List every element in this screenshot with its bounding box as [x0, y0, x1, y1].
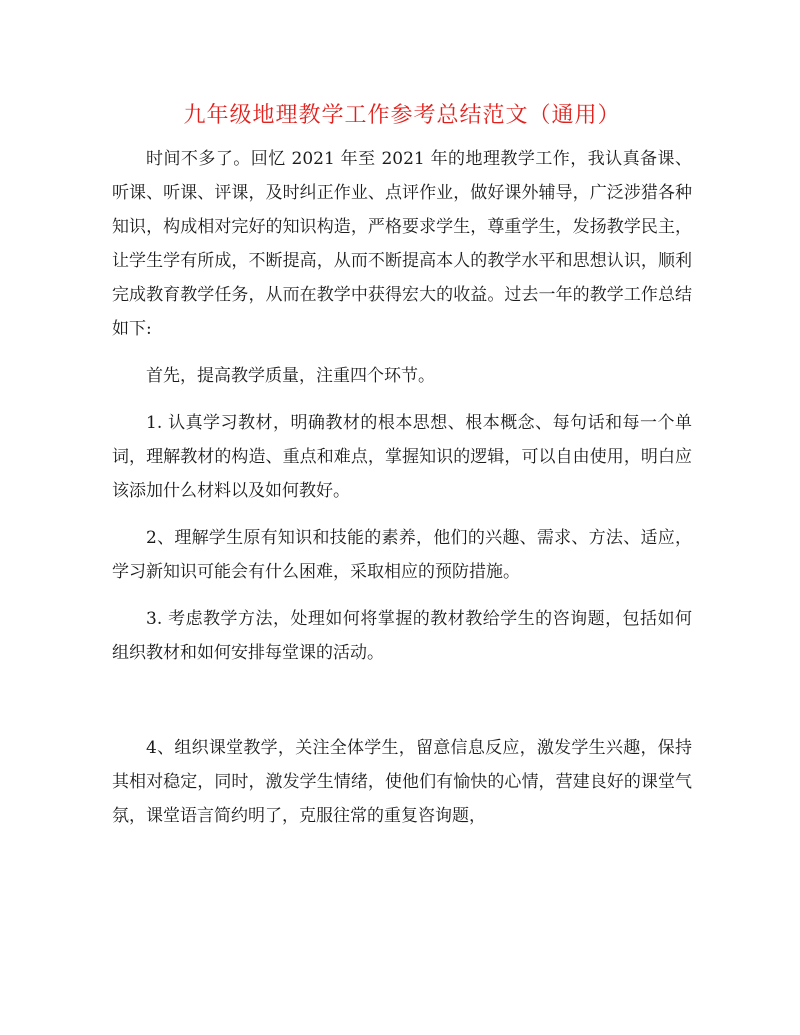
paragraph-item-1: 1. 认真学习教材，明确教材的根本思想、根本概念、每句话和每一个单词，理解教材的构造、重点和难点，掌握知识的逻辑，可以自由使用，明白应该添加什么材料以及如何教好。 — [112, 413, 692, 501]
paragraph-item-2: 2、理解学生原有知识和技能的素养，他们的兴趣、需求、方法、适应，学习新知识可能会有什么困难，采取相应的预防措施。 — [112, 528, 692, 582]
document-title: 九年级地理教学工作参考总结范文（通用） — [183, 103, 621, 128]
blank-gap — [112, 683, 692, 731]
paragraph-item-4: 4、组织课堂教学，关注全体学生，留意信息反应，激发学生兴趣，保持其相对稳定，同时，激发学生情绪，使他们有愉快的心情，营建良好的课堂气氛，课堂语言简约明了，克服往常的重复咨询题， — [112, 738, 692, 826]
paragraph-first-point: 首先，提高教学质量，注重四个环节。 — [146, 366, 435, 386]
paragraph-intro: 时间不多了。回忆 2021 年至 2021 年的地理教学工作，我认真备课、听课、听课、评课，及时纠正作业、点评作业，做好课外辅导，广泛涉猎各种知识，构成相对完好的知识构造，严格要求学生，尊重学生，发扬教学民主，让学生学有所成，不断提高，从而不断提高本人的教学水平和思想认识，顺利完成教育教学任务，从而在教学中获得宏大的收益。过去一年的教学工作总结如下: — [112, 149, 692, 339]
paragraph-item-3: 3. 考虑教学方法，处理如何将掌握的教材教给学生的咨询题，包括如何组织教材和如何安排每堂课的活动。 — [112, 609, 692, 663]
document-page — [112, 100, 692, 846]
